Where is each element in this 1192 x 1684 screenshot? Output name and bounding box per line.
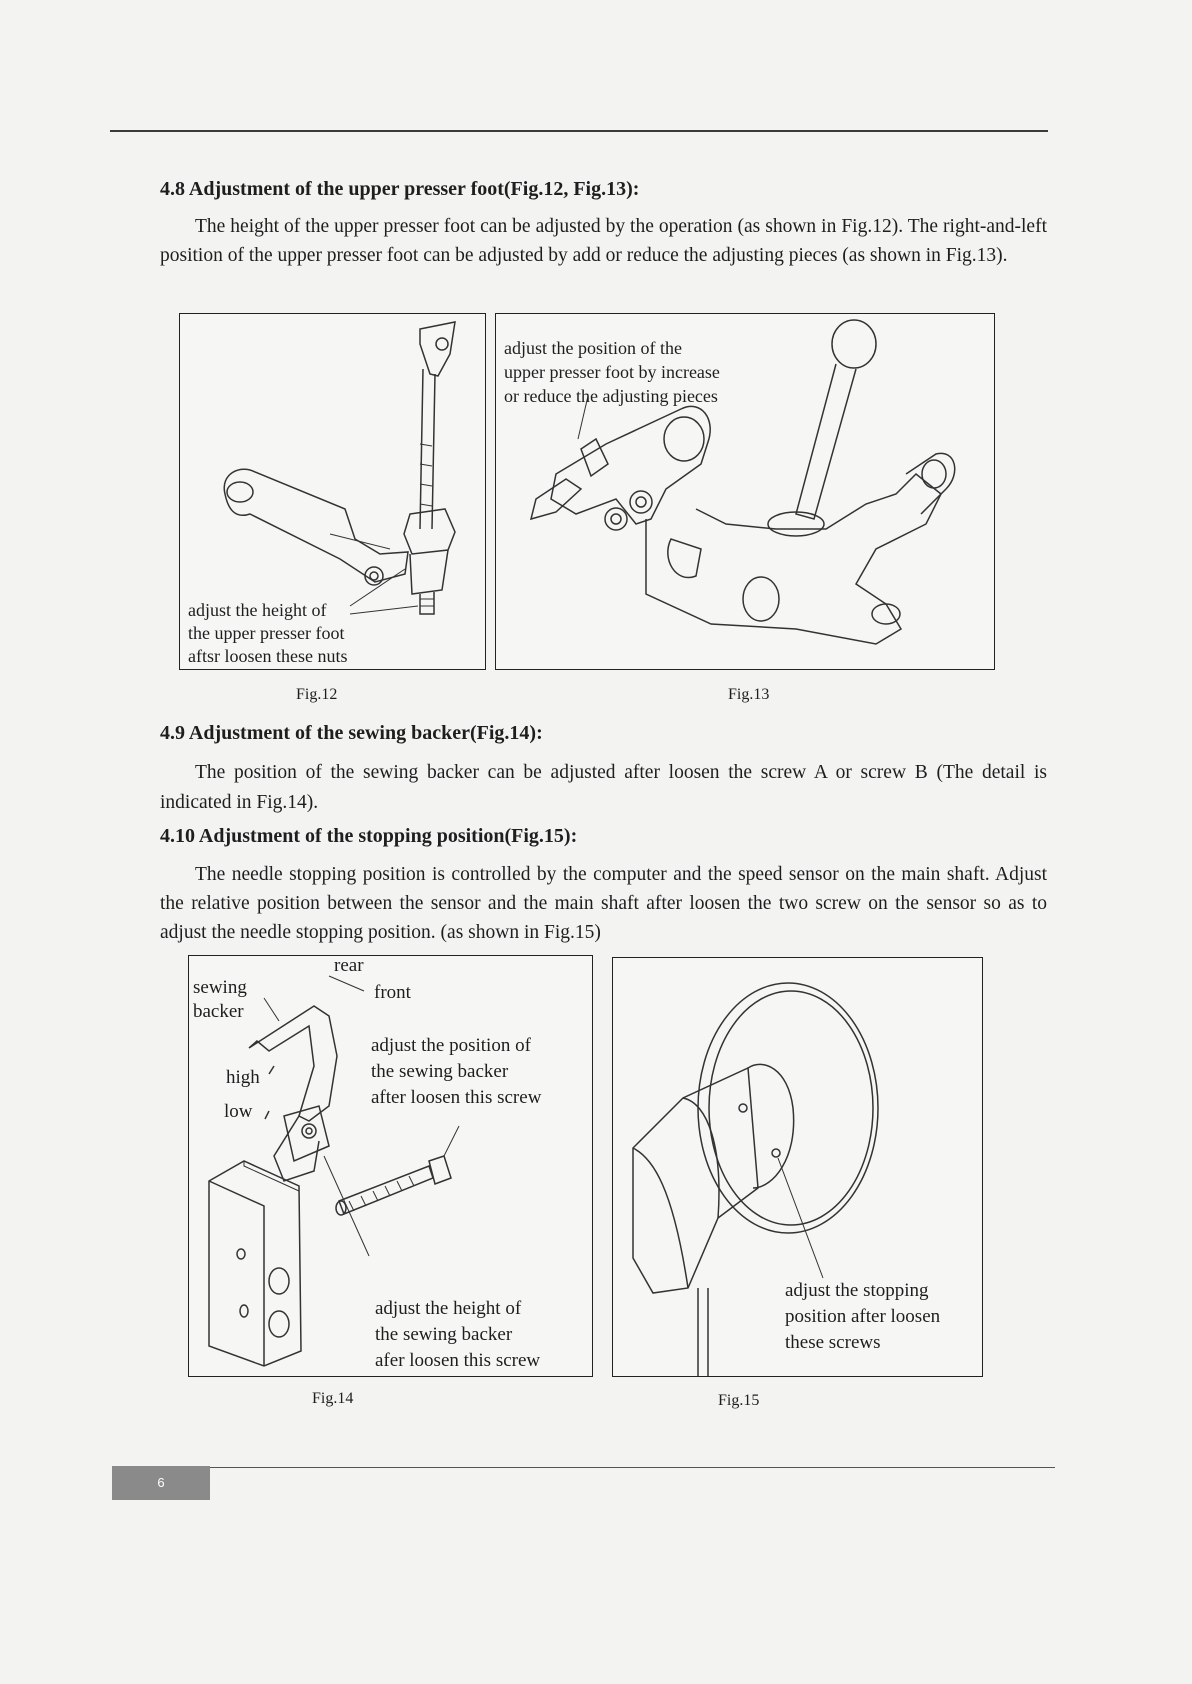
- fig14-rear-label: rear: [334, 955, 364, 976]
- fig13-caption: Fig.13: [728, 686, 770, 703]
- figure-14: [188, 955, 593, 1377]
- fig13-annotation: adjust the position of the upper presser foot by increase or reduce the adjusting pieces: [504, 338, 720, 406]
- fig14-position-annotation: adjust the position of the sewing backer after loosen this screw: [371, 1035, 542, 1108]
- figure-12: [179, 313, 486, 670]
- section-4-8-heading: 4.8 Adjustment of the upper presser foot(Fig.12, Fig.13):: [160, 178, 640, 200]
- fig15-caption: Fig.15: [718, 1392, 760, 1409]
- page-number-tab: [112, 1466, 210, 1500]
- section-4-9-paragraph: The position of the sewing backer can be adjusted after loosen the screw A or screw B (The detail is indicated in Fig.14).: [160, 762, 1047, 813]
- figure-13: [495, 313, 995, 670]
- fig14-front-label: front: [374, 982, 411, 1003]
- section-4-10-paragraph: The needle stopping position is controlled by the computer and the speed sensor on the main shaft. Adjust the relative position between the sensor and the main shaft after loosen the two screw on the sensor so as to adjust the needle stopping position. (as shown in Fig.15): [160, 864, 1047, 943]
- section-4-10-heading: 4.10 Adjustment of the stopping position(Fig.15):: [160, 825, 578, 847]
- fig14-sewing-backer-label: sewing backer: [193, 977, 247, 1022]
- footer-rule: [210, 1467, 1055, 1468]
- fig14-high-label: high: [226, 1067, 260, 1088]
- fig14-height-annotation: adjust the height of the sewing backer afer loosen this screw: [375, 1298, 541, 1371]
- section-4-9-heading: 4.9 Adjustment of the sewing backer(Fig.14):: [160, 722, 543, 744]
- page-number: 6: [157, 1475, 165, 1490]
- fig12-caption: Fig.12: [296, 686, 338, 703]
- fig14-low-label: low: [224, 1101, 253, 1122]
- fig12-annotation: adjust the height of the upper presser foot aftsr loosen these nuts: [188, 600, 348, 666]
- figure-15: [612, 957, 983, 1377]
- section-4-8-paragraph: The height of the upper presser foot can be adjusted by the operation (as shown in Fig.12). The right-and-left position of the upper presser foot can be adjusted by add or reduce the adjusting pieces (as shown in Fig.13).: [160, 216, 1047, 266]
- header-rule: [110, 130, 1048, 132]
- fig14-caption: Fig.14: [312, 1390, 354, 1407]
- fig15-annotation: adjust the stopping position after loosen these screws: [785, 1280, 941, 1353]
